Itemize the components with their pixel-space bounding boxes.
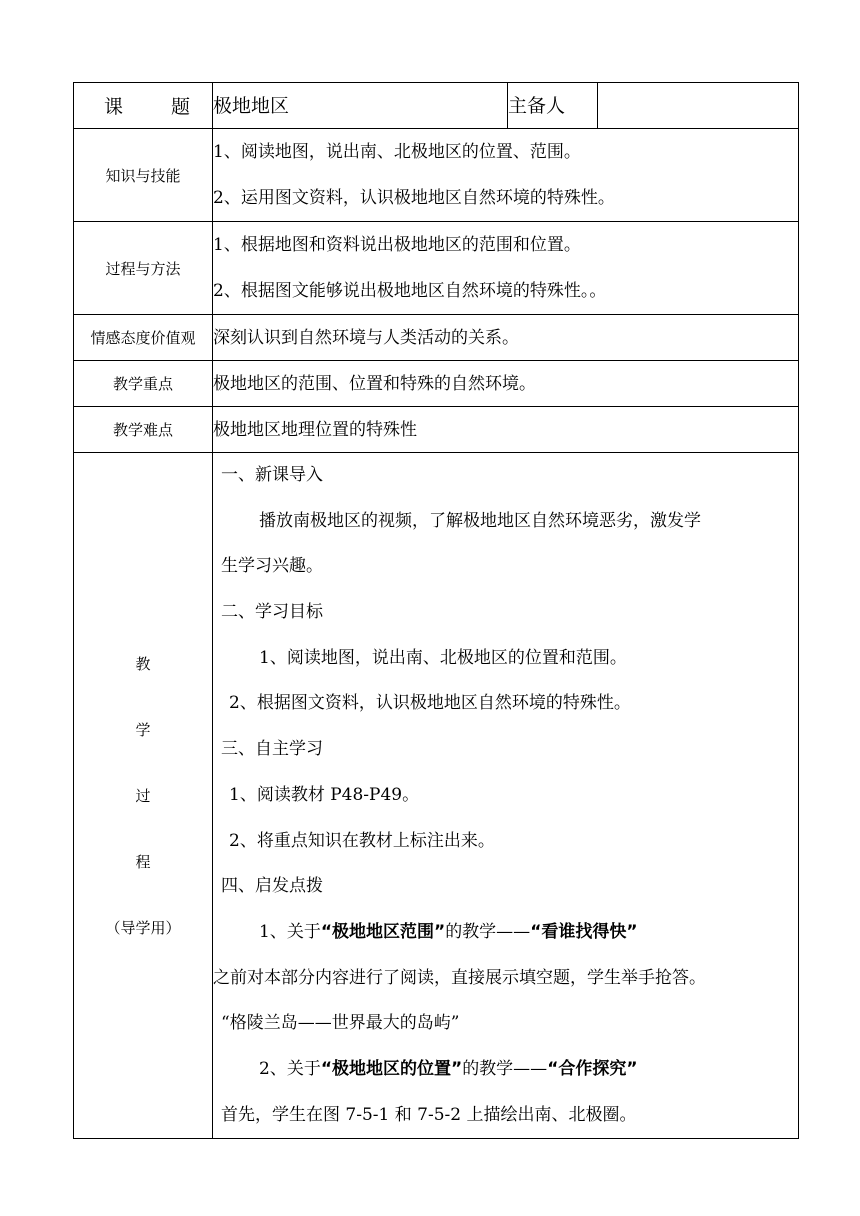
section-4-item-1-quote: “格陵兰岛——世界最大的岛屿”	[221, 1013, 460, 1034]
topic-label-cell	[74, 83, 213, 129]
knowledge-line-2: 2、运用图文资料，认识极地地区自然环境的特殊性。	[213, 188, 615, 208]
section-1-paragraph-b: 生学习兴趣。	[221, 556, 323, 577]
section-3-item-2: 2、将重点知识在教材上标注出来。	[229, 830, 495, 851]
teaching-process-row	[74, 453, 799, 1139]
knowledge-line-1: 1、阅读地图，说出南、北极地区的位置、范围。	[213, 142, 581, 162]
teaching-process-content	[213, 453, 799, 1139]
section-4-item-1-pre: 1、关于	[259, 921, 321, 942]
topic-label-a: 课	[104, 96, 124, 118]
knowledge-content	[213, 129, 799, 222]
section-1-title: 一、新课导入	[221, 465, 323, 485]
emotion-content: 深刻认识到自然环境与人类活动的关系。	[213, 315, 799, 361]
section-3-title: 三、自主学习	[221, 739, 323, 760]
process-method-row	[74, 222, 799, 315]
header-row	[74, 83, 799, 129]
teaching-process-note: （导学用）	[105, 918, 181, 937]
section-4-item-1-activity: “看谁找得快”	[530, 921, 638, 942]
difficulty-row	[74, 407, 799, 453]
teaching-process-label	[74, 453, 213, 1139]
process-method-line-1: 1、根据地图和资料说出极地地区的范围和位置。	[213, 235, 581, 255]
teaching-process-char-2: 学	[135, 720, 151, 739]
section-3-item-1: 1、阅读教材 P48-P49。	[229, 784, 420, 805]
teaching-process-char-1: 教	[135, 654, 151, 673]
section-4-item-2-pre: 2、关于	[259, 1058, 321, 1079]
section-4-item-1-mid: 的教学——	[445, 921, 531, 942]
section-4-item-1-text: 之前对本部分内容进行了阅读，直接展示填空题，学生举手抢答。	[213, 967, 706, 988]
section-4-item-2-topic: “极地地区的位置”	[320, 1058, 463, 1079]
teaching-process-char-4: 程	[135, 852, 151, 871]
section-4-title: 四、启发点拨	[221, 876, 323, 897]
knowledge-label: 知识与技能	[74, 129, 213, 222]
preparer-value	[598, 83, 799, 129]
topic-value: 极地地区	[213, 83, 508, 129]
section-2-title: 二、学习目标	[221, 602, 323, 623]
section-2-item-2: 2、根据图文资料，认识极地地区自然环境的特殊性。	[229, 693, 631, 714]
knowledge-row	[74, 129, 799, 222]
section-4-item-2-heading	[221, 1047, 798, 1093]
key-point-content: 极地地区的范围、位置和特殊的自然环境。	[213, 361, 799, 407]
process-method-content	[213, 222, 799, 315]
teaching-process-char-3: 过	[135, 786, 151, 805]
section-4-item-2-text: 首先，学生在图 7-5-1 和 7-5-2 上描绘出南、北极圈。	[221, 1104, 637, 1125]
topic-label-b: 题	[170, 96, 190, 118]
difficulty-label: 教学难点	[74, 407, 213, 453]
section-4-item-1-heading	[221, 910, 798, 956]
section-4-item-2-mid: 的教学——	[462, 1058, 548, 1079]
section-2-item-1: 1、阅读地图，说出南、北极地区的位置和范围。	[259, 647, 627, 668]
section-1-paragraph-a: 播放南极地区的视频，了解极地地区自然环境恶劣，激发学	[259, 510, 701, 531]
lesson-plan-table	[73, 82, 799, 1139]
section-4-item-2-activity: “合作探究”	[547, 1058, 638, 1079]
process-method-label: 过程与方法	[74, 222, 213, 315]
process-method-line-2: 2、根据图文能够说出极地地区自然环境的特殊性。。	[213, 281, 607, 301]
section-4-item-1-topic: “极地地区范围”	[320, 921, 446, 942]
key-point-label: 教学重点	[74, 361, 213, 407]
key-point-row	[74, 361, 799, 407]
preparer-label: 主备人	[508, 83, 598, 129]
emotion-row	[74, 315, 799, 361]
difficulty-content: 极地地区地理位置的特殊性	[213, 407, 799, 453]
emotion-label: 情感态度价值观	[74, 315, 213, 361]
